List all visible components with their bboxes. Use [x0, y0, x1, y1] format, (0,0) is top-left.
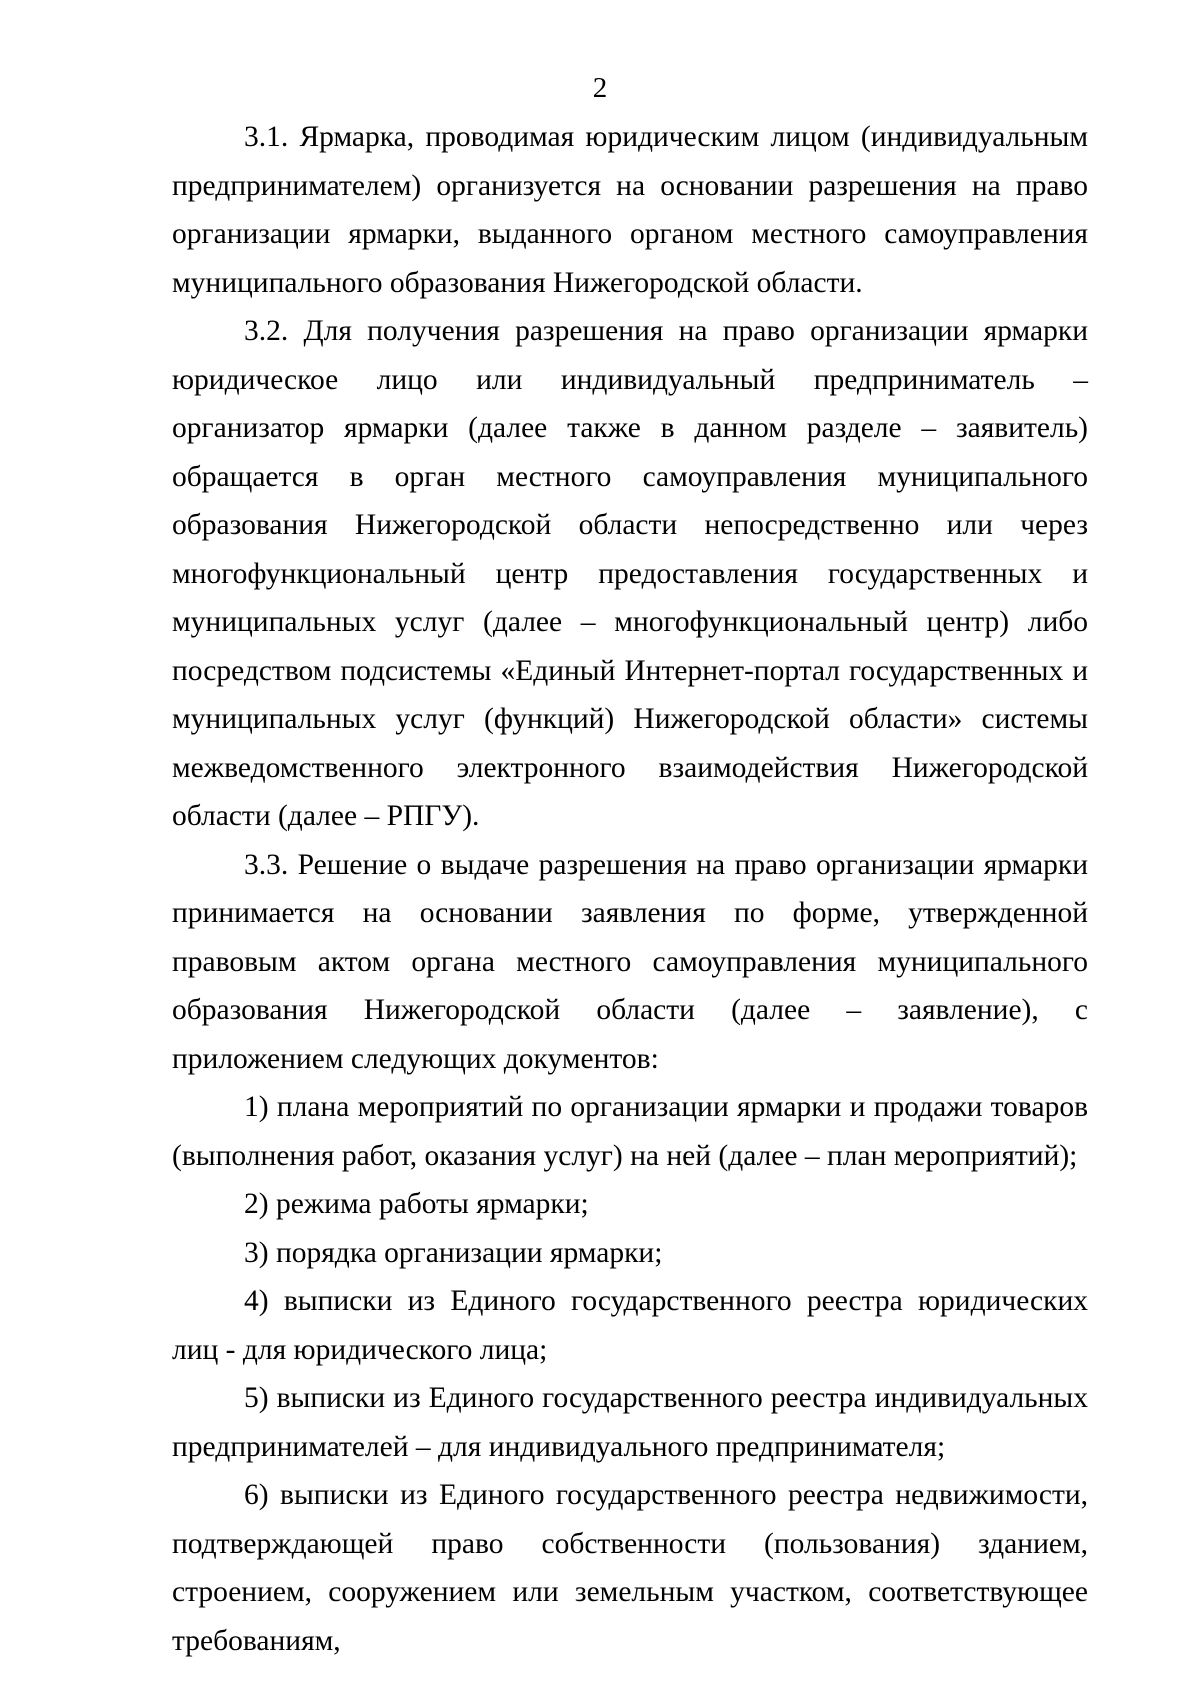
list-item-1: 1) плана мероприятий по организации ярмарки и продажи товаров (выполнения работ, оказания услуг) на ней (далее – план мероприятий); — [172, 1091, 1088, 1172]
list-item-5: 5) выписки из Единого государственного реестра индивидуальных предпринимателей – для индивидуального предпринимателя; — [172, 1382, 1088, 1463]
document-body — [172, 113, 1088, 1665]
paragraph-3-2: 3.2. Для получения разрешения на право организации ярмарки юридическое лицо или индивидуальный предприниматель – организатор ярмарки (далее также в данном разделе – заявитель) обращается в орган местного самоуправления муниципального образования Нижегородской области непосредственно или через многофункциональный центр предоставления государственных и муниципальных услуг (далее – многофункциональный центр) либо посредством подсистемы «Единый Интернет-портал государственных и муниципальных услуг (функций) Нижегородской области» системы межведомственного электронного взаимодействия Нижегородской области (далее – РПГУ). — [172, 315, 1088, 832]
page-number: 2 — [592, 72, 608, 104]
paragraph-3-3: 3.3. Решение о выдаче разрешения на право организации ярмарки принимается на основании заявления по форме, утвержденной правовым актом органа местного самоуправления муниципального образования Нижегородской области (далее – заявление), с приложением следующих документов: — [172, 848, 1088, 1075]
list-item-3: 3) порядка организации ярмарки; — [244, 1236, 663, 1269]
list-item-4: 4) выписки из Единого государственного реестра юридических лиц - для юридического лица; — [172, 1285, 1088, 1366]
list-item-2: 2) режима работы ярмарки; — [244, 1188, 589, 1220]
list-item-6: 6) выписки из Единого государственного реестра недвижимости, подтверждающей право собственности (пользования) зданием, строением, сооружением или земельным участком, соответствующее требованиям, — [172, 1479, 1088, 1657]
paragraph-3-1: 3.1. Ярмарка, проводимая юридическим лицом (индивидуальным предпринимателем) организуется на основании разрешения на право организации ярмарки, выданного органом местного самоуправления муниципального образования Нижегородской области. — [172, 121, 1088, 299]
